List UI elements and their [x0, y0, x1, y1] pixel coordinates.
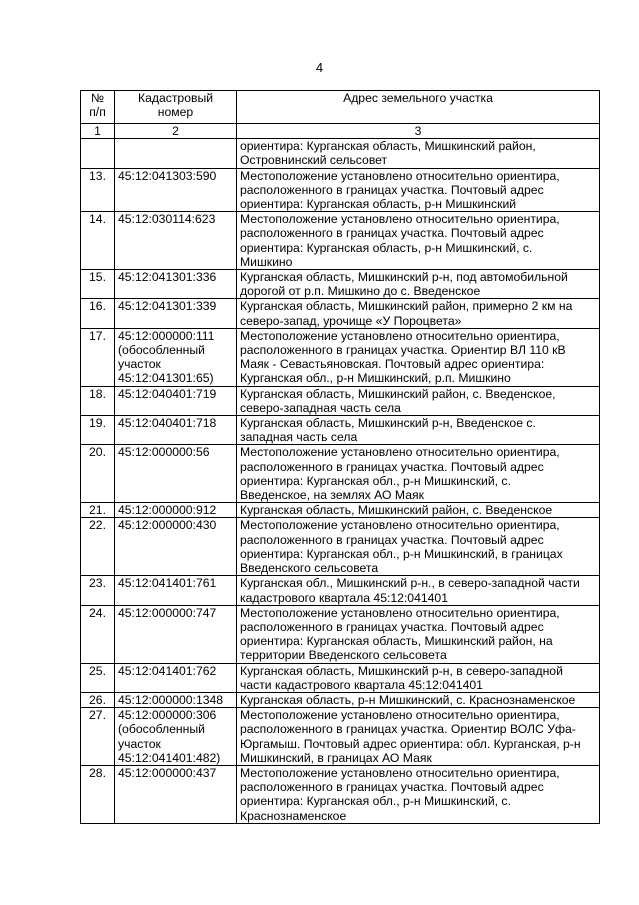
table-row: [81, 503, 600, 518]
parcel-address: Местоположение установлено относительно ориентира, расположенного в границах участка. Ориентир ВЛ 110 кВ Маяк - Севастьяновская. Почтовый адрес ориентира: Курганская обл., р-н Мишкинский, р.п. Мишкино: [237, 328, 600, 386]
parcel-address: Курганская область, Мишкинский район, с. Введенское, северо-западная часть села: [237, 386, 600, 415]
cadastral-number: 45:12:040401:718: [115, 416, 237, 445]
table-row: [81, 765, 600, 823]
parcel-address: Местоположение установлено относительно ориентира, расположенного в границах участка. Почтовый адрес ориентира: Курганская обл., р-н Мишкинский, в границах Введенского сельсовета: [237, 518, 600, 576]
parcel-address: Курганская область, Мишкинский р-н, Введенское с. западная часть села: [237, 416, 600, 445]
row-number: 15.: [81, 270, 115, 299]
column-number: 1: [81, 124, 115, 139]
table-row: [81, 270, 600, 299]
page-number: 4: [315, 60, 324, 75]
row-number: 22.: [81, 518, 115, 576]
parcel-address: Курганская область, Мишкинский р-н, в северо-западной части кадастрового квартала 45:12:041401: [237, 663, 600, 692]
table-row: [81, 708, 600, 766]
parcel-address: Местоположение установлено относительно ориентира, расположенного в границах участка. Ориентир ВОЛС Уфа- Юргамыш. Почтовый адрес ориентира: обл. Курганская, р-н Мишкинский, в границах АО Маяк: [237, 708, 600, 766]
cadastral-number: 45:12:041303:590: [115, 168, 237, 212]
table-row: [81, 445, 600, 503]
cadastral-number: 45:12:000000:1348: [115, 692, 237, 707]
table-row: [81, 212, 600, 270]
table-row: [81, 416, 600, 445]
header-address: Адрес земельного участка: [237, 91, 600, 124]
cadastral-number: 45:12:041401:762: [115, 663, 237, 692]
land-parcels-table: [80, 90, 600, 824]
table-row: [81, 518, 600, 576]
table-row: [81, 168, 600, 212]
table-row: [81, 663, 600, 692]
cadastral-number: 45:12:000000:747: [115, 605, 237, 663]
table-row: [81, 576, 600, 605]
row-number: 25.: [81, 663, 115, 692]
column-number: 3: [237, 124, 600, 139]
cadastral-number: 45:12:040401:719: [115, 386, 237, 415]
parcel-address: Курганская обл., Мишкинский р-н., в северо-западной части кадастрового квартала 45:12:041401: [237, 576, 600, 605]
header-number: № п/п: [81, 91, 115, 124]
row-number: 20.: [81, 445, 115, 503]
table-row: [81, 299, 600, 328]
parcel-address: Местоположение установлено относительно ориентира, расположенного в границах участка. Почтовый адрес ориентира: Курганская обл., р-н Мишкинский, с. Краснознаменское: [237, 765, 600, 823]
parcel-address: Местоположение установлено относительно ориентира, расположенного в границах участка. Почтовый адрес ориентира: Курганская обл., р-н Мишкинский, с. Введенское, на землях АО Маяк: [237, 445, 600, 503]
row-number: 27.: [81, 708, 115, 766]
table-row: [81, 605, 600, 663]
header-cadastral-number: Кадастровый номер: [115, 91, 237, 124]
row-number: 21.: [81, 503, 115, 518]
cadastral-number: 45:12:000000:111 (обособленный участок 45:12:041301:65): [115, 328, 237, 386]
cadastral-number: 45:12:000000:430: [115, 518, 237, 576]
column-number-row: [81, 124, 600, 139]
header-row: [81, 91, 600, 124]
row-number: [81, 139, 115, 168]
column-number: 2: [115, 124, 237, 139]
parcel-address: Курганская область, Мишкинский р-н, под автомобильной дорогой от р.п. Мишкино до с. Введенское: [237, 270, 600, 299]
parcel-address: Местоположение установлено относительно ориентира, расположенного в границах участка. Почтовый адрес ориентира: Курганская область, р-н Мишкинский, с. Мишкино: [237, 212, 600, 270]
cadastral-number: [115, 139, 237, 168]
cadastral-number: 45:12:041301:339: [115, 299, 237, 328]
cadastral-number: 45:12:030114:623: [115, 212, 237, 270]
row-number: 24.: [81, 605, 115, 663]
cadastral-number: 45:12:041301:336: [115, 270, 237, 299]
parcel-address: Местоположение установлено относительно ориентира, расположенного в границах участка. Почтовый адрес ориентира: Курганская область, р-н Мишкинский: [237, 168, 600, 212]
cadastral-number: 45:12:000000:437: [115, 765, 237, 823]
row-number: 28.: [81, 765, 115, 823]
parcel-address: Курганская область, Мишкинский район, с. Введенское: [237, 503, 600, 518]
row-number: 17.: [81, 328, 115, 386]
parcel-address: ориентира: Курганская область, Мишкинский район, Островнинский сельсовет: [237, 139, 600, 168]
continuation-row: [81, 139, 600, 168]
table-row: [81, 692, 600, 707]
parcel-address: Местоположение установлено относительно ориентира, расположенного в границах участка. Почтовый адрес ориентира: Курганская область, Мишкинский район, на территории Введенского сельсовета: [237, 605, 600, 663]
row-number: 19.: [81, 416, 115, 445]
table-row: [81, 328, 600, 386]
row-number: 14.: [81, 212, 115, 270]
cadastral-number: 45:12:000000:912: [115, 503, 237, 518]
cadastral-number: 45:12:000000:306 (обособленный участок 45:12:041401:482): [115, 708, 237, 766]
row-number: 26.: [81, 692, 115, 707]
row-number: 13.: [81, 168, 115, 212]
parcel-address: Курганская область, Мишкинский район, примерно 2 км на северо-запад, урочище «У Пороцвета»: [237, 299, 600, 328]
cadastral-number: 45:12:041401:761: [115, 576, 237, 605]
row-number: 23.: [81, 576, 115, 605]
table-row: [81, 386, 600, 415]
parcel-address: Курганская область, р-н Мишкинский, с. Краснознаменское: [237, 692, 600, 707]
cadastral-number: 45:12:000000:56: [115, 445, 237, 503]
row-number: 16.: [81, 299, 115, 328]
row-number: 18.: [81, 386, 115, 415]
